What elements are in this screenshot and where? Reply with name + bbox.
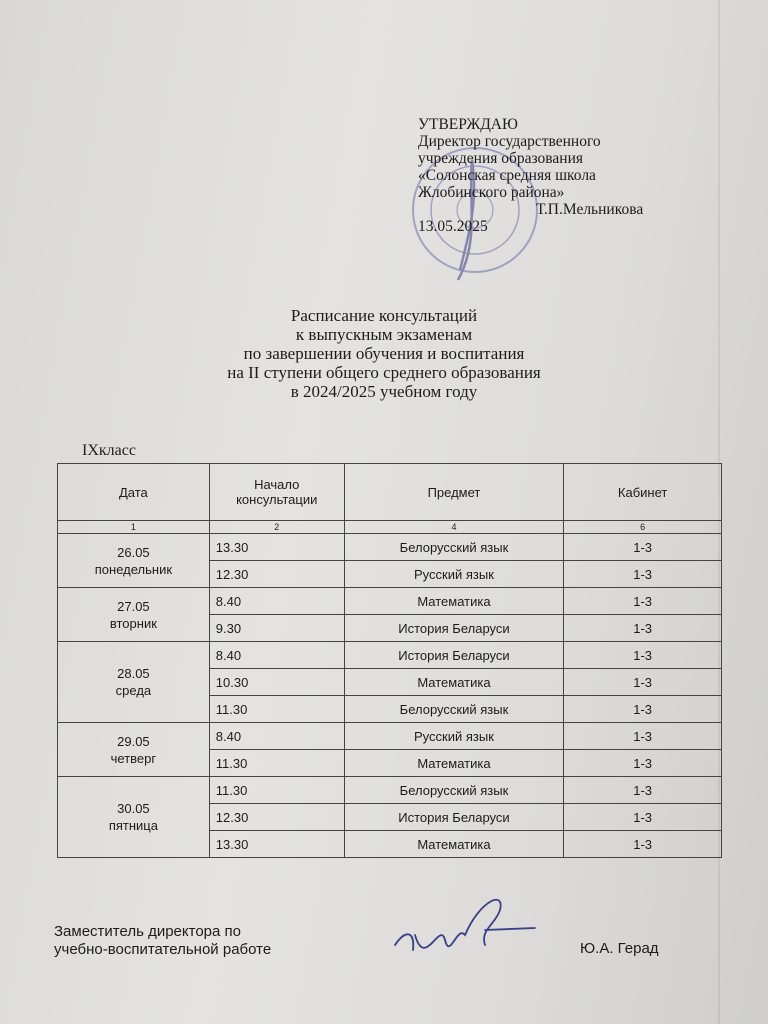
time-cell: 12.30 [209,804,344,831]
weekday-value: среда [115,683,152,698]
date-value: 30.05 [117,801,150,816]
weekday-value: понедельник [94,561,173,577]
time-cell: 13.30 [209,534,344,561]
approval-block [418,116,718,235]
deputy-name: Ю.А. Герад [580,940,659,957]
subject-cell: Русский язык [344,723,564,750]
room-cell: 1-3 [564,804,722,831]
title-line: Расписание консультаций [290,306,478,325]
deputy-position [54,923,271,959]
subject-cell: Математика [344,750,564,777]
header-start-time: Начало консультации [209,464,344,521]
room-cell: 1-3 [564,696,722,723]
room-cell: 1-3 [564,642,722,669]
subject-cell: Белорусский язык [344,696,564,723]
table-row [58,723,722,750]
table-row [58,588,722,615]
table-header-row [58,464,722,521]
table-row [58,534,722,561]
title-line: в 2024/2025 учебном году [290,382,478,401]
approval-line: «Солонская средняя школа [418,167,596,184]
room-cell: 1-3 [564,561,722,588]
date-value: 26.05 [117,544,150,560]
header-date: Дата [58,464,210,521]
document-title [0,306,768,401]
table-row [58,777,722,804]
room-cell: 1-3 [564,723,722,750]
subject-cell: Русский язык [344,561,564,588]
time-cell: 9.30 [209,615,344,642]
time-cell: 13.30 [209,831,344,858]
column-number: 1 [58,521,210,534]
date-cell [58,777,210,858]
approval-heading: УТВЕРЖДАЮ [418,116,518,133]
header-subject: Предмет [344,464,564,521]
table-row [58,642,722,669]
date-cell [58,723,210,777]
time-cell: 11.30 [209,777,344,804]
title-line: по завершении обучения и воспитания [243,344,525,363]
room-cell: 1-3 [564,831,722,858]
room-cell: 1-3 [564,615,722,642]
approval-line: Жлобинского района» [418,184,565,201]
approval-line: учреждения образования [418,150,584,167]
position-line: Заместитель директора по [54,923,241,940]
time-cell: 8.40 [209,588,344,615]
time-cell: 12.30 [209,561,344,588]
date-value: 27.05 [117,598,150,614]
time-cell: 8.40 [209,642,344,669]
subject-cell: Математика [344,831,564,858]
subject-cell: Белорусский язык [344,777,564,804]
approval-signatory: Т.П.Мельникова [536,201,644,218]
time-cell: 8.40 [209,723,344,750]
subject-cell: Белорусский язык [344,534,564,561]
subject-cell: Математика [344,669,564,696]
room-cell: 1-3 [564,669,722,696]
time-cell: 11.30 [209,750,344,777]
approval-line: Директор государственного [418,133,601,150]
approval-date: 13.05.2025 [418,218,488,235]
time-cell: 10.30 [209,669,344,696]
time-cell: 11.30 [209,696,344,723]
subject-cell: Математика [344,588,564,615]
subject-cell: История Беларуси [344,642,564,669]
title-line: на II ступени общего среднего образования [227,363,541,382]
weekday-value: вторник [109,615,157,631]
subject-cell: История Беларуси [344,615,564,642]
header-room: Кабинет [564,464,722,521]
consultation-schedule-table [57,463,722,858]
position-line: учебно-воспитательной работе [54,941,272,958]
room-cell: 1-3 [564,777,722,804]
column-number: 6 [564,521,722,534]
date-cell [58,534,210,588]
title-line: к выпускным экзаменам [295,325,473,344]
subject-cell: История Беларуси [344,804,564,831]
column-number: 4 [344,521,564,534]
column-numbers-row [58,521,722,534]
room-cell: 1-3 [564,750,722,777]
room-cell: 1-3 [564,588,722,615]
date-value: 28.05 [117,666,150,681]
date-cell [58,642,210,723]
handwritten-signature [385,890,545,980]
date-value: 29.05 [117,733,150,749]
room-cell: 1-3 [564,534,722,561]
weekday-value: четверг [110,750,157,766]
date-cell [58,588,210,642]
class-label: IXкласс [82,442,136,459]
weekday-value: пятница [108,818,158,833]
column-number: 2 [209,521,344,534]
